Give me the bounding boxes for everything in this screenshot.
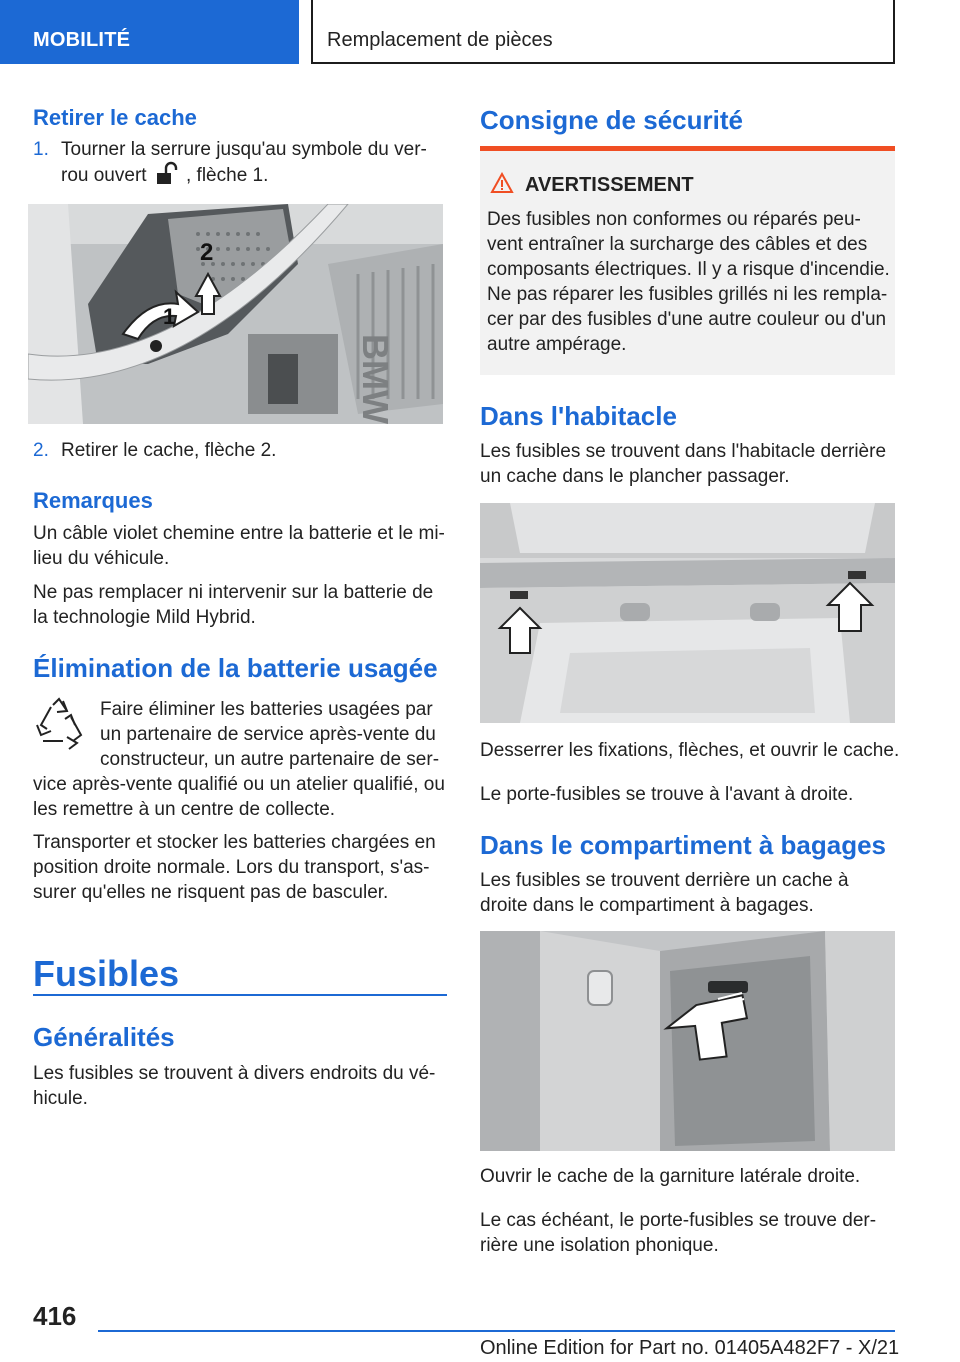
step-1-line-1: Tourner la serrure jusqu'au symbole du ver‐ xyxy=(61,139,427,160)
remarques-p2-line-2: la technologie Mild Hybrid. xyxy=(33,607,256,628)
bagages-after-1: Ouvrir le cache de la garniture latérale droite. xyxy=(480,1166,861,1187)
habitacle-after-2: Le porte-fusibles se trouve à l'avant à droite. xyxy=(480,784,854,805)
generalites-line-1: Les fusibles se trouvent à divers endroits du vé‐ xyxy=(33,1063,436,1084)
remarques-p1-line-2: lieu du véhicule. xyxy=(33,548,170,569)
battery-cover-image xyxy=(28,204,443,424)
unlocked-padlock-icon xyxy=(152,161,180,187)
header-chapter-label: Remplacement de pièces xyxy=(327,29,553,51)
fusibles-heading: Fusibles xyxy=(33,953,180,994)
habitacle-heading: Dans l'habitacle xyxy=(480,401,677,431)
warning-line-4: Ne pas réparer les fusibles grillés ni les rempla‐ xyxy=(487,284,888,305)
consigne-heading: Consigne de sécurité xyxy=(480,105,743,135)
fusibles-heading-rule xyxy=(33,994,447,996)
generalites-heading: Généralités xyxy=(33,1022,175,1052)
warning-line-5: cer par des fusibles d'une autre couleur ou d'un xyxy=(487,309,887,330)
header-chapter-tab xyxy=(311,0,895,64)
warning-line-6: autre ampérage. xyxy=(487,334,627,355)
habitacle-line-2: un cache dans le plancher passager. xyxy=(480,466,790,487)
warning-triangle-icon xyxy=(490,172,514,194)
elimination-heading: Élimination de la batterie usagée xyxy=(33,653,438,683)
step-1-line-2b: , flèche 1. xyxy=(186,165,269,186)
footer-rule xyxy=(98,1330,895,1332)
bagages-line-1: Les fusibles se trouvent derrière un cache à xyxy=(480,870,849,891)
bagages-heading: Dans le compartiment à bagages xyxy=(480,830,887,860)
elimination-p2-line-1: Transporter et stocker les batteries chargées en xyxy=(33,832,436,853)
elimination-line-4: vice après-vente qualifié ou un atelier qualifié, ou xyxy=(33,774,445,795)
warning-line-1: Des fusibles non conformes ou réparés peu‐ xyxy=(487,209,861,230)
recycling-icon xyxy=(33,697,85,751)
remarques-p1-line-1: Un câble violet chemine entre la batterie et le mi‐ xyxy=(33,523,445,544)
header-section-tab xyxy=(0,0,299,64)
elimination-line-2: un partenaire de service après-vente du xyxy=(100,724,436,745)
page-number: 416 xyxy=(33,1301,77,1331)
bagages-line-2: droite dans le compartiment à bagages. xyxy=(480,895,814,916)
header-section-label: MOBILITÉ xyxy=(33,29,131,51)
trunk-cover-image xyxy=(480,931,895,1151)
elimination-line-1: Faire éliminer les batteries usagées par xyxy=(100,699,433,720)
step-1-number: 1. xyxy=(33,139,49,160)
step-1-line-2a: rou ouvert xyxy=(61,165,147,186)
elimination-line-5: les remettre à un centre de collecte. xyxy=(33,799,336,820)
elimination-p2-line-2: position droite normale. Lors du transport, s'as‐ xyxy=(33,857,430,878)
warning-line-2: vent entraîner la surcharge des câbles et des xyxy=(487,234,868,255)
remarques-p2-line-1: Ne pas remplacer ni intervenir sur la batterie de xyxy=(33,582,434,603)
habitacle-after-1: Desserrer les fixations, flèches, et ouvrir le cache. xyxy=(480,740,900,761)
step-2-text: Retirer le cache, flèche 2. xyxy=(61,440,277,461)
generalites-line-2: hicule. xyxy=(33,1088,88,1109)
elimination-line-3: constructeur, un autre partenaire de ser‐ xyxy=(100,749,440,770)
retirer-cache-heading: Retirer le cache xyxy=(33,105,197,130)
footer-edition: Online Edition for Part no. 01405A482F7 - X/21 xyxy=(480,1337,900,1359)
habitacle-line-1: Les fusibles se trouvent dans l'habitacle derrière xyxy=(480,441,887,462)
remarques-heading: Remarques xyxy=(33,488,153,513)
step-2-number: 2. xyxy=(33,440,49,461)
warning-label: AVERTISSEMENT xyxy=(525,174,694,196)
bagages-after-2-line-2: rière une isolation phonique. xyxy=(480,1235,719,1256)
bagages-after-2-line-1: Le cas échéant, le porte-fusibles se trouve der‐ xyxy=(480,1210,877,1231)
arrow-1-label: 1 xyxy=(163,304,176,329)
arrow-2-label: 2 xyxy=(200,239,214,266)
elimination-p2-line-3: surer qu'elles ne risquent pas de basculer. xyxy=(33,882,389,903)
passenger-floor-cover-image xyxy=(480,503,895,723)
bmw-engine-logo: BMW xyxy=(355,334,396,424)
warning-line-3: composants électriques. Il y a risque d'incendie. xyxy=(487,259,890,280)
